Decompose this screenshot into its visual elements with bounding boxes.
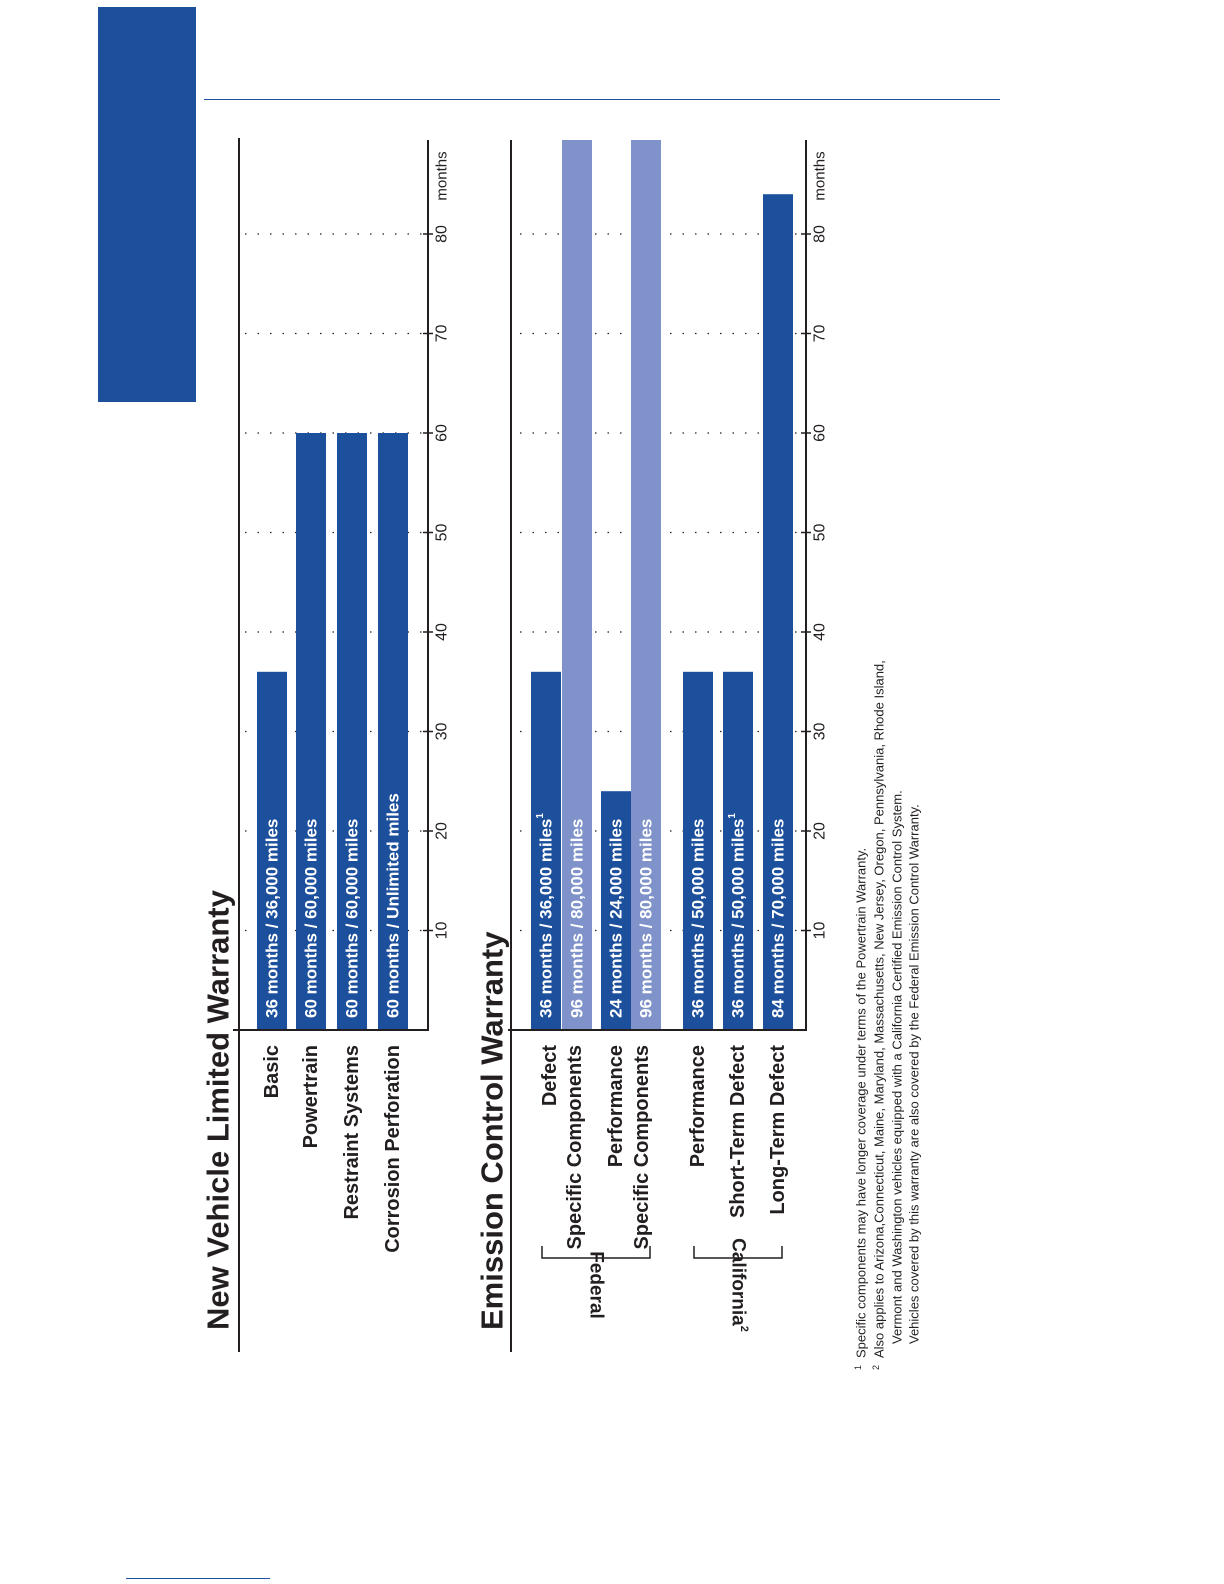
x-tick-label: 40 xyxy=(811,623,829,641)
x-tick-label: 20 xyxy=(433,822,451,840)
category-label: Long-Term Defect xyxy=(767,1045,789,1215)
x-tick-label: 80 xyxy=(811,225,829,243)
footnote-text: Vehicles covered by this warranty are also covered by the Federal Emission Control Warranty. xyxy=(906,804,922,1344)
footnote-text: Also applies to Arizona,Connecticut, Maine, Maryland, Massachusetts, New Jersey, Oregon, Pennsylvania, Rhode Island, xyxy=(871,660,887,1358)
bar-value-label-superscript: 1 xyxy=(535,813,546,819)
category-label: Specific Components xyxy=(631,1045,653,1250)
x-tick-label: 40 xyxy=(433,623,451,641)
category-label: Powertrain xyxy=(300,1045,322,1149)
chart-title: New Vehicle Limited Warranty xyxy=(200,890,236,1330)
category-label: Basic xyxy=(261,1045,283,1099)
category-label: Performance xyxy=(687,1045,709,1168)
bar-value-label: 36 months / 50,000 miles xyxy=(688,818,708,1018)
x-tick-label: 20 xyxy=(811,822,829,840)
x-tick-label: 70 xyxy=(433,324,451,343)
x-tick-label: 10 xyxy=(433,921,451,940)
bar-value-label: 84 months / 70,000 miles xyxy=(768,818,788,1018)
x-tick-label: 80 xyxy=(433,225,451,243)
category-label: Short-Term Defect xyxy=(727,1045,749,1218)
x-axis-label: months xyxy=(811,151,829,201)
x-axis-label: months xyxy=(433,151,451,201)
x-tick-label: 50 xyxy=(433,523,451,542)
x-tick-label: 50 xyxy=(811,523,829,542)
bar-value-label: 60 months / Unlimited miles xyxy=(383,793,403,1018)
bar-value-label: 24 months / 24,000 miles xyxy=(606,818,626,1018)
footnote-text: Specific components may have longer coverage under terms of the Powertrain Warranty. xyxy=(853,847,869,1358)
x-tick-label: 30 xyxy=(433,722,451,741)
footnote-mark: 1 xyxy=(853,1364,863,1370)
bar-value-label: 36 months / 36,000 miles xyxy=(262,818,282,1018)
group-label: California$^2$ xyxy=(727,1238,750,1332)
category-label: Restraint Systems xyxy=(341,1045,363,1220)
footnote-text: Vermont and Washington vehicles equipped with a California Certified Emission Control System. xyxy=(889,790,905,1344)
x-tick-label: 60 xyxy=(811,424,829,442)
bar-value-label: 96 months / 80,000 miles xyxy=(567,818,587,1018)
bar-value-label-superscript: 1 xyxy=(727,813,738,819)
category-label: Corrosion Perforation xyxy=(382,1045,404,1253)
category-label: Performance xyxy=(605,1045,627,1168)
x-tick-label: 10 xyxy=(811,921,829,940)
category-label: Specific Components xyxy=(564,1045,586,1250)
bar-value-label: 96 months / 80,000 miles xyxy=(636,818,656,1018)
category-label: Defect xyxy=(539,1045,561,1107)
bar-value-label: 60 months / 60,000 miles xyxy=(301,818,321,1018)
chart-emission-control-warranty xyxy=(508,140,811,1352)
footnote-mark: 2 xyxy=(871,1364,881,1370)
group-label-superscript: 2 xyxy=(738,1325,750,1332)
group-label: Federal xyxy=(585,1251,607,1319)
chart-title: Emission Control Warranty xyxy=(474,931,510,1330)
bar-value-label: 60 months / 60,000 miles xyxy=(342,818,362,1018)
x-tick-label: 70 xyxy=(811,324,829,343)
bar-value-label: 36 months / 36,000 miles$^1$ xyxy=(535,813,556,1018)
bar-value-label: 36 months / 50,000 miles$^1$ xyxy=(727,813,748,1018)
x-tick-label: 30 xyxy=(811,722,829,741)
x-tick-label: 60 xyxy=(433,424,451,442)
